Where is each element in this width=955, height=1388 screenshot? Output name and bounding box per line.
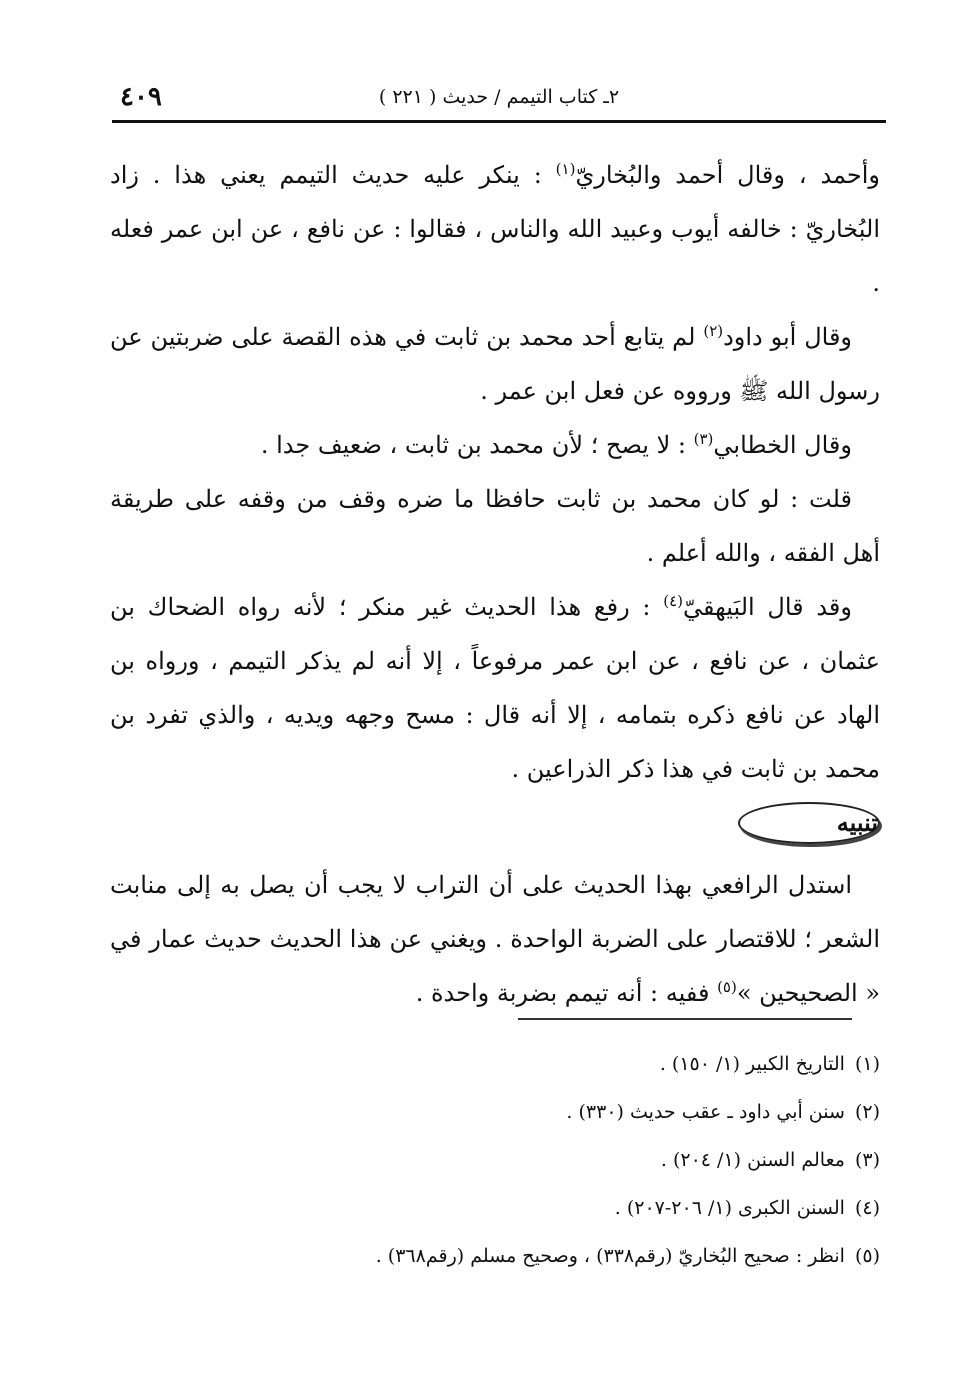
footnote: (٤)السنن الكبرى (١/ ٢٠٦-٢٠٧) .: [614, 1197, 880, 1219]
page-number: ٤٠٩: [120, 82, 162, 112]
footnote-divider: [518, 1018, 852, 1020]
main-text: [110, 148, 880, 1020]
footnote-ref: (٣): [693, 430, 714, 448]
footnote-ref: (٤): [663, 592, 684, 610]
footnote-ref: (٢): [703, 322, 724, 340]
paragraph: وأحمد ، وقال أحمد والبُخاريّ$^{(١)}$ : ينكر عليه حديث التيمم يعني هذا . زاد البُخاريّ : خالفه أيوب وعبيد الله والناس ، فقالوا : عن نافع ، عن ابن عمر فعله .: [110, 160, 881, 297]
paragraph: وقال أبو داود$^{(٢)}$ لم يتابع أحد محمد بن ثابت في هذه القصة على ضربتين عن رسول الله ﷺ ورووه عن فعل ابن عمر .: [110, 322, 880, 405]
section-heading: [110, 796, 880, 846]
paragraph: وقال الخطابي$^{(٣)}$ : لا يصح ؛ لأن محمد بن ثابت ، ضعيف جدا .: [260, 430, 852, 459]
footnote-ref: (١): [555, 160, 576, 178]
footnote: (٣)معالم السنن (١/ ٢٠٤) .: [660, 1149, 880, 1171]
running-title: ٢ـ كتاب التيمم / حديث ( ٢٢١ ): [378, 86, 620, 108]
paragraph: قلت : لو كان محمد بن ثابت حافظا ما ضره وقف من وقفه على طريقة أهل الفقه ، والله أعلم .: [110, 485, 880, 567]
footnote: (١)التاريخ الكبير (١/ ١٥٠) .: [659, 1053, 880, 1075]
heading-oval: تنبيه: [738, 802, 880, 844]
footnotes: [110, 1040, 880, 1280]
page-header: [112, 82, 886, 123]
paragraph: استدل الرافعي بهذا الحديث على أن التراب لا يجب أن يصل به إلى منابت الشعر ؛ للاقتصار على الضربة الواحدة . ويغني عن هذا الحديث حديث عمار في « الصحيحين »$^{(٥)}$ ففيه : أنه تيمم بضربة واحدة .: [110, 871, 880, 1007]
footnote: (٥)انظر : صحيح البُخاريّ (رقم٣٣٨) ، وصحيح مسلم (رقم٣٦٨) .: [375, 1245, 880, 1267]
footnote: (٢)سنن أبي داود ـ عقب حديث (٣٣٠) .: [566, 1101, 880, 1123]
footnote-ref: (٥): [717, 978, 737, 996]
paragraph: وقد قال البَيهقيّ$^{(٤)}$ : رفع هذا الحديث غير منكر ؛ لأنه رواه الضحاك بن عثمان ، عن نافع ، عن ابن عمر مرفوعاً ، إلا أنه لم يذكر التيمم ، ورواه بن الهاد عن نافع ذكره بتمامه ، إلا أنه قال : مسح وجهه ويديه ، والذي تفرد بن محمد بن ثابت في هذا ذكر الذراعين .: [110, 592, 880, 783]
